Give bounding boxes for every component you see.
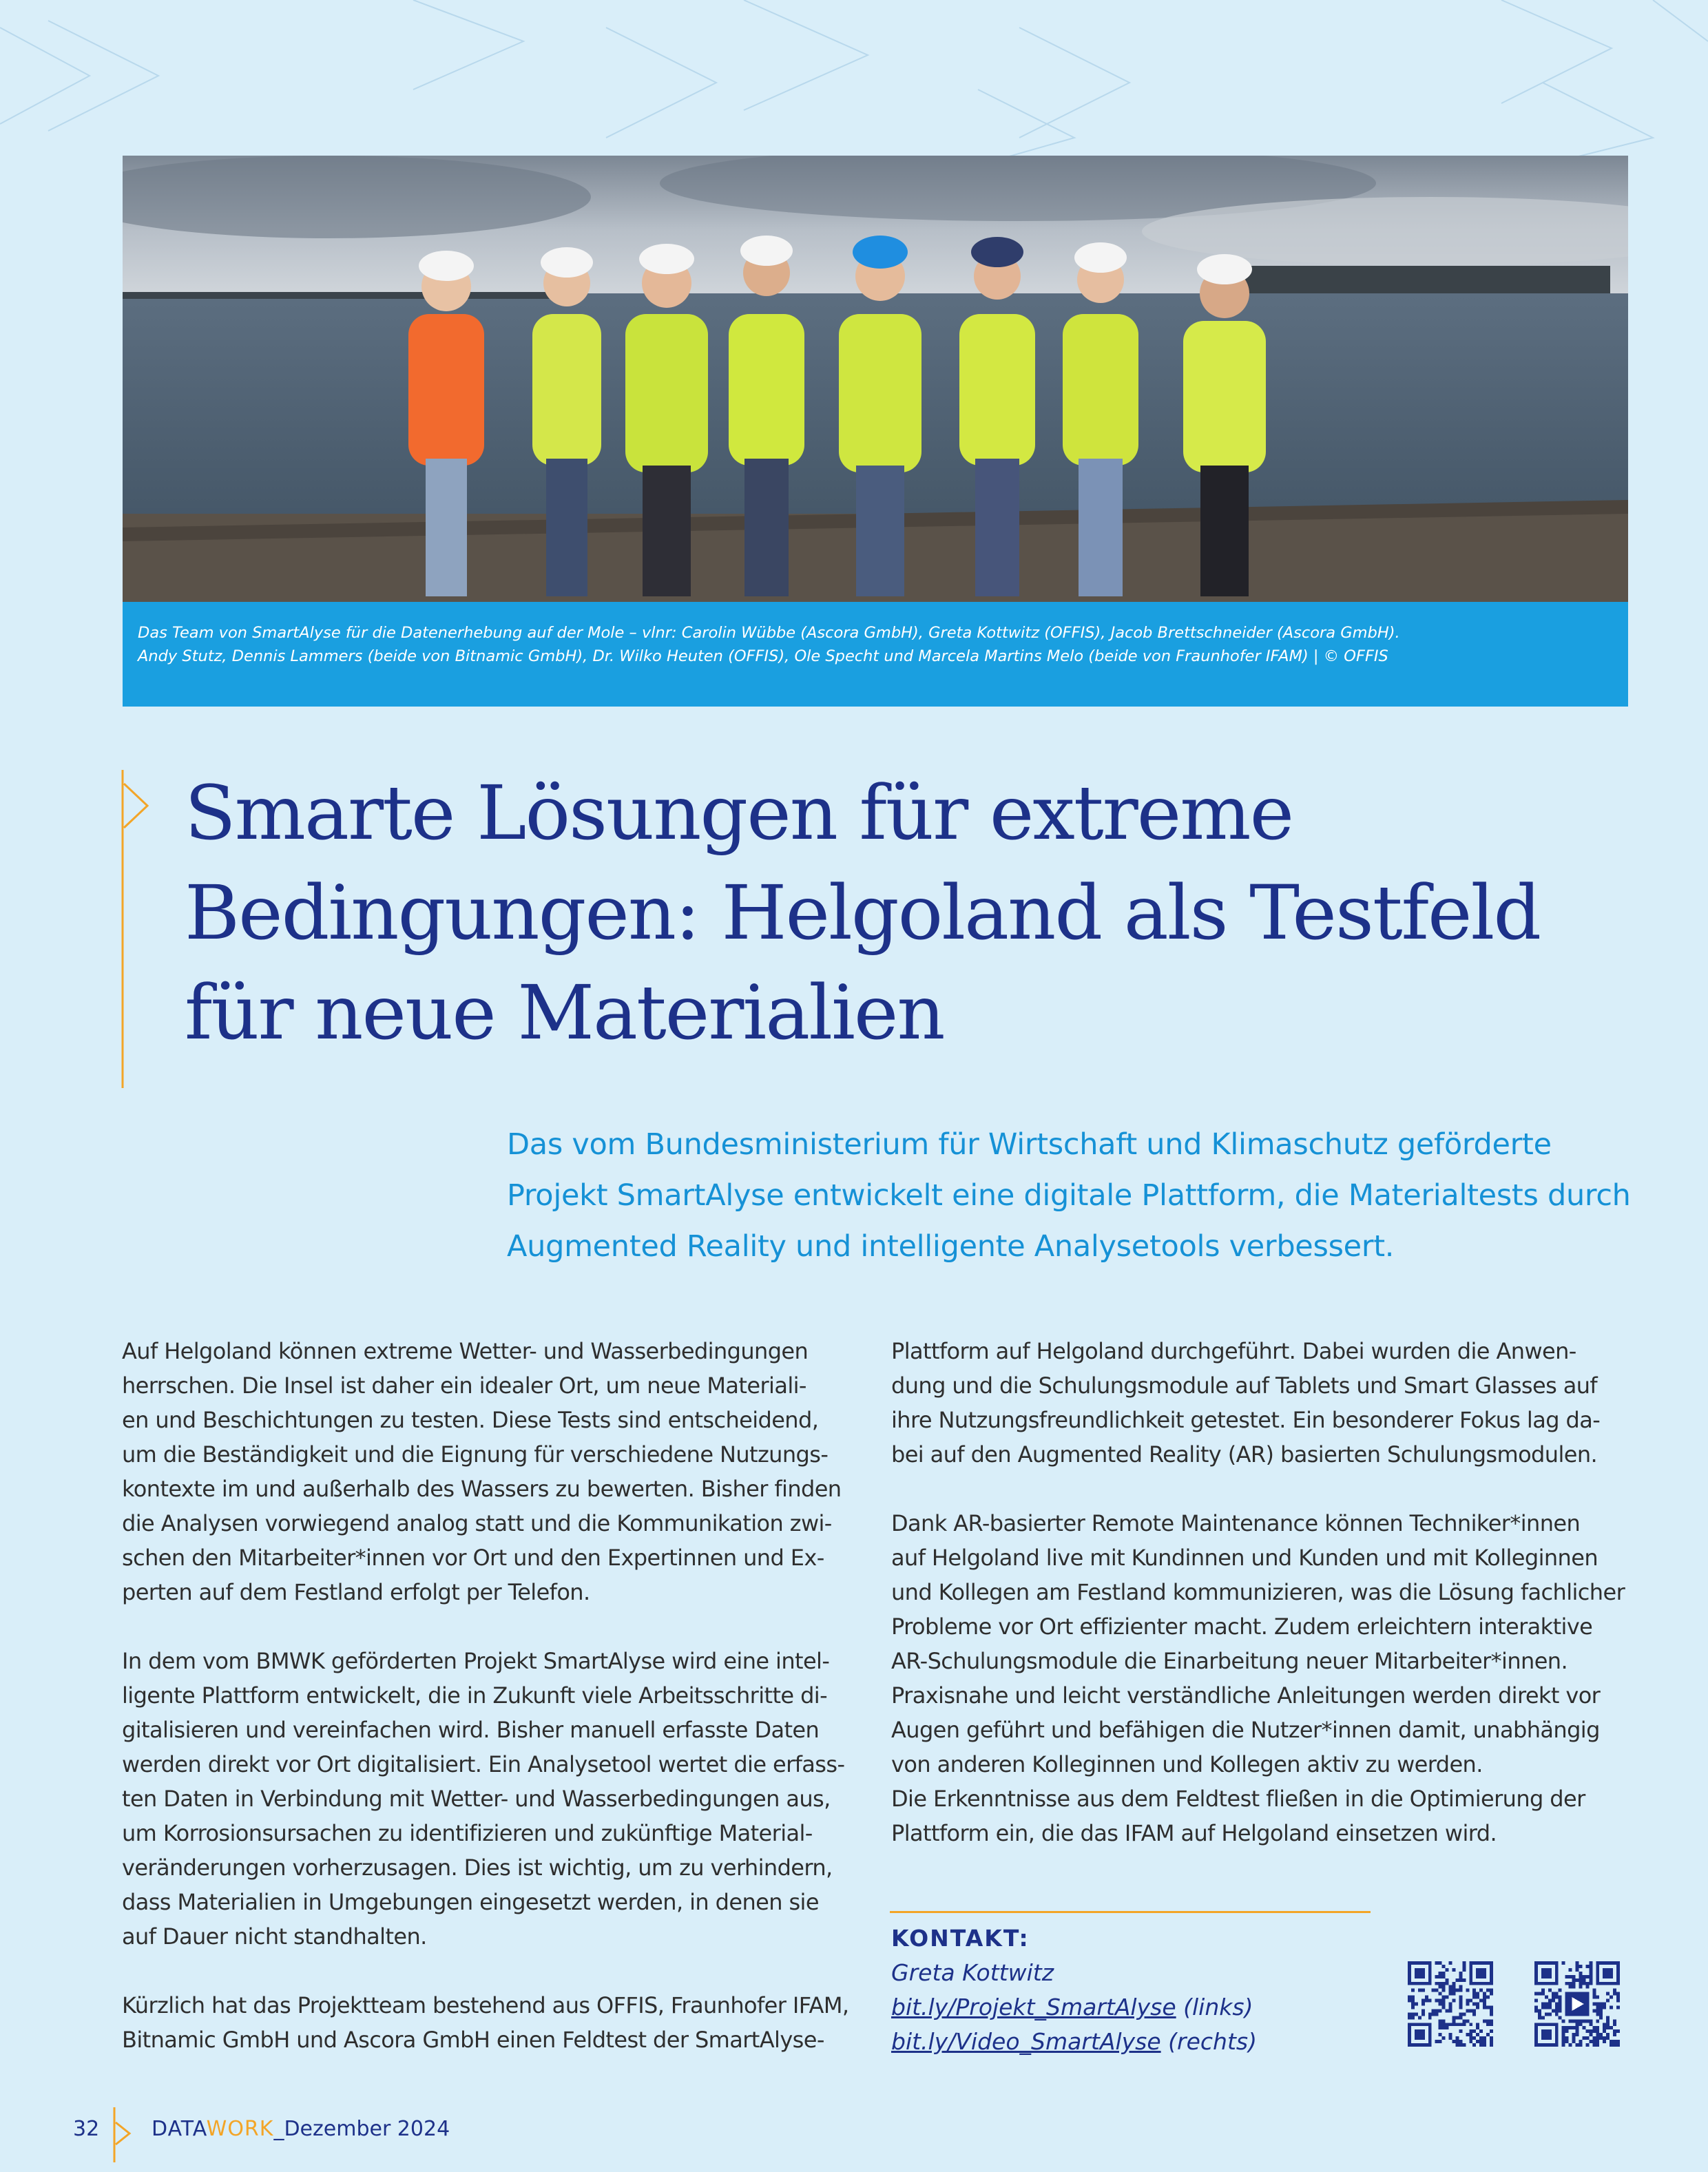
- background-triangle-pattern: [0, 0, 1708, 165]
- issue-date: _Dezember 2024: [273, 2117, 450, 2141]
- body-line: veränderungen vorherzusagen. Dies ist wichtig, um zu verhindern,: [122, 1855, 833, 1881]
- caption-line-1: Das Team von SmartAlyse für die Datenerhebung auf der Mole – vlnr: Carolin Wübbe (Ascora GmbH), Greta Kottwitz (OFFIS), Jacob Brettschneider (Ascora GmbH).: [138, 624, 1400, 642]
- brand-data: DATA: [152, 2117, 207, 2141]
- brand-work: WORK: [206, 2117, 274, 2141]
- body-line: Augen geführt und befähigen die Nutzer*innen damit, unabhängig: [891, 1717, 1600, 1743]
- body-line: Auf Helgoland können extreme Wetter- und Wasserbedingungen: [122, 1338, 809, 1364]
- photo-caption: [123, 602, 1628, 707]
- caption-line-2: Andy Stutz, Dennis Lammers (beide von Bitnamic GmbH), Dr. Wilko Heuten (OFFIS), Ole Specht und Marcela Martins Melo (beide von Fraunhofer IFAM) | © OFFIS: [138, 647, 1388, 665]
- body-line: Praxisnahe und leicht verständliche Anleitungen werden direkt vor: [891, 1682, 1601, 1709]
- qr-code-icon[interactable]: [1408, 1961, 1493, 2047]
- body-line: um Korrosionsursachen zu identifizieren und zukünftige Material-: [122, 1820, 813, 1846]
- article-title: [185, 763, 1631, 1063]
- body-line: auf Helgoland live mit Kundinnen und Kunden und mit Kolleginnen: [891, 1545, 1598, 1571]
- body-line: gitalisieren und vereinfachen wird. Bisher manuell erfasste Daten: [122, 1717, 820, 1743]
- magazine-brand: [152, 2117, 450, 2141]
- contact-heading: KONTAKT:: [891, 1925, 1030, 1952]
- body-line: kontexte im und außerhalb des Wassers zu bewerten. Bisher finden: [122, 1476, 842, 1502]
- body-line: Dank AR-basierter Remote Maintenance können Techniker*innen: [891, 1510, 1581, 1536]
- page-number: 32: [73, 2117, 100, 2141]
- body-column-right: [891, 1334, 1625, 1850]
- project-link-note: (links): [1183, 1994, 1253, 2020]
- body-line: und Kollegen am Festland kommunizieren, was die Lösung fachlicher: [891, 1579, 1625, 1605]
- body-column-left: [122, 1334, 848, 2057]
- body-line: dung und die Schulungsmodule auf Tablets und Smart Glasses auf: [891, 1372, 1598, 1399]
- lead-line-2: Projekt SmartAlyse entwickelt eine digitale Plattform, die Materialtests durch: [507, 1178, 1631, 1213]
- body-line: ligente Plattform entwickelt, die in Zukunft viele Arbeitsschritte di-: [122, 1682, 828, 1709]
- contact-divider: [890, 1911, 1371, 1913]
- team-photo-figure: [123, 156, 1628, 707]
- body-line: von anderen Kolleginnen und Kollegen aktiv zu werden.: [891, 1751, 1483, 1777]
- body-line: ihre Nutzungsfreundlichkeit getestet. Ein besonderer Fokus lag da-: [891, 1407, 1601, 1433]
- body-line: Plattform auf Helgoland durchgeführt. Dabei wurden die Anwen-: [891, 1338, 1576, 1364]
- body-line: Probleme vor Ort effizienter macht. Zudem erleichtern interaktive: [891, 1614, 1593, 1640]
- body-line: die Analysen vorwiegend analog statt und die Kommunikation zwi-: [122, 1510, 832, 1536]
- body-line: schen den Mitarbeiter*innen vor Ort und den Expertinnen und Ex-: [122, 1545, 824, 1571]
- contact-box: [891, 1921, 1257, 2059]
- body-line: auf Dauer nicht standhalten.: [122, 1923, 427, 1950]
- body-line: ten Daten in Verbindung mit Wetter- und Wasserbedingungen aus,: [122, 1786, 831, 1812]
- body-line: Bitnamic GmbH und Ascora GmbH einen Feldtest der SmartAlyse-: [122, 2027, 824, 2053]
- body-line: Die Erkenntnisse aus dem Feldtest fließen in die Optimierung der: [891, 1786, 1585, 1812]
- title-line-1: Smarte Lösungen für extreme: [185, 769, 1293, 857]
- article-lead: [507, 1119, 1636, 1272]
- body-line: herrschen. Die Insel ist daher ein idealer Ort, um neue Materiali-: [122, 1372, 806, 1399]
- project-link[interactable]: bit.ly/Projekt_SmartAlyse: [891, 1994, 1176, 2020]
- body-line: In dem vom BMWK geförderten Projekt SmartAlyse wird eine intel-: [122, 1648, 830, 1674]
- title-line-2: Bedingungen: Helgoland als Testfeld: [185, 869, 1541, 957]
- qr-code-video-icon[interactable]: [1534, 1961, 1620, 2047]
- body-line: perten auf dem Festland erfolgt per Telefon.: [122, 1579, 590, 1605]
- title-line-3: für neue Materialien: [185, 969, 944, 1056]
- body-line: dass Materialien in Umgebungen eingesetzt werden, in denen sie: [122, 1889, 819, 1915]
- lead-line-3: Augmented Reality und intelligente Analysetools verbessert.: [507, 1229, 1395, 1264]
- video-link-note: (rechts): [1168, 2028, 1257, 2055]
- contact-name: Greta Kottwitz: [891, 1959, 1054, 1986]
- title-bracket-icon: [121, 770, 156, 1088]
- body-line: Plattform ein, die das IFAM auf Helgoland einsetzen wird.: [891, 1820, 1497, 1846]
- chevron-right-icon: [113, 2107, 134, 2162]
- body-line: en und Beschichtungen zu testen. Diese Tests sind entscheidend,: [122, 1407, 819, 1433]
- body-line: werden direkt vor Ort digitalisiert. Ein Analysetool wertet die erfass-: [122, 1751, 845, 1777]
- body-line: um die Beständigkeit und die Eignung für verschiedene Nutzungs-: [122, 1441, 829, 1468]
- body-line: AR-Schulungsmodule die Einarbeitung neuer Mitarbeiter*innen.: [891, 1648, 1568, 1674]
- team-photo: [123, 156, 1628, 602]
- body-line: Kürzlich hat das Projektteam bestehend aus OFFIS, Fraunhofer IFAM,: [122, 1992, 849, 2018]
- body-line: bei auf den Augmented Reality (AR) basierten Schulungsmodulen.: [891, 1441, 1598, 1468]
- lead-line-1: Das vom Bundesministerium für Wirtschaft und Klimaschutz geförderte: [507, 1127, 1552, 1162]
- video-link[interactable]: bit.ly/Video_SmartAlyse: [891, 2028, 1161, 2055]
